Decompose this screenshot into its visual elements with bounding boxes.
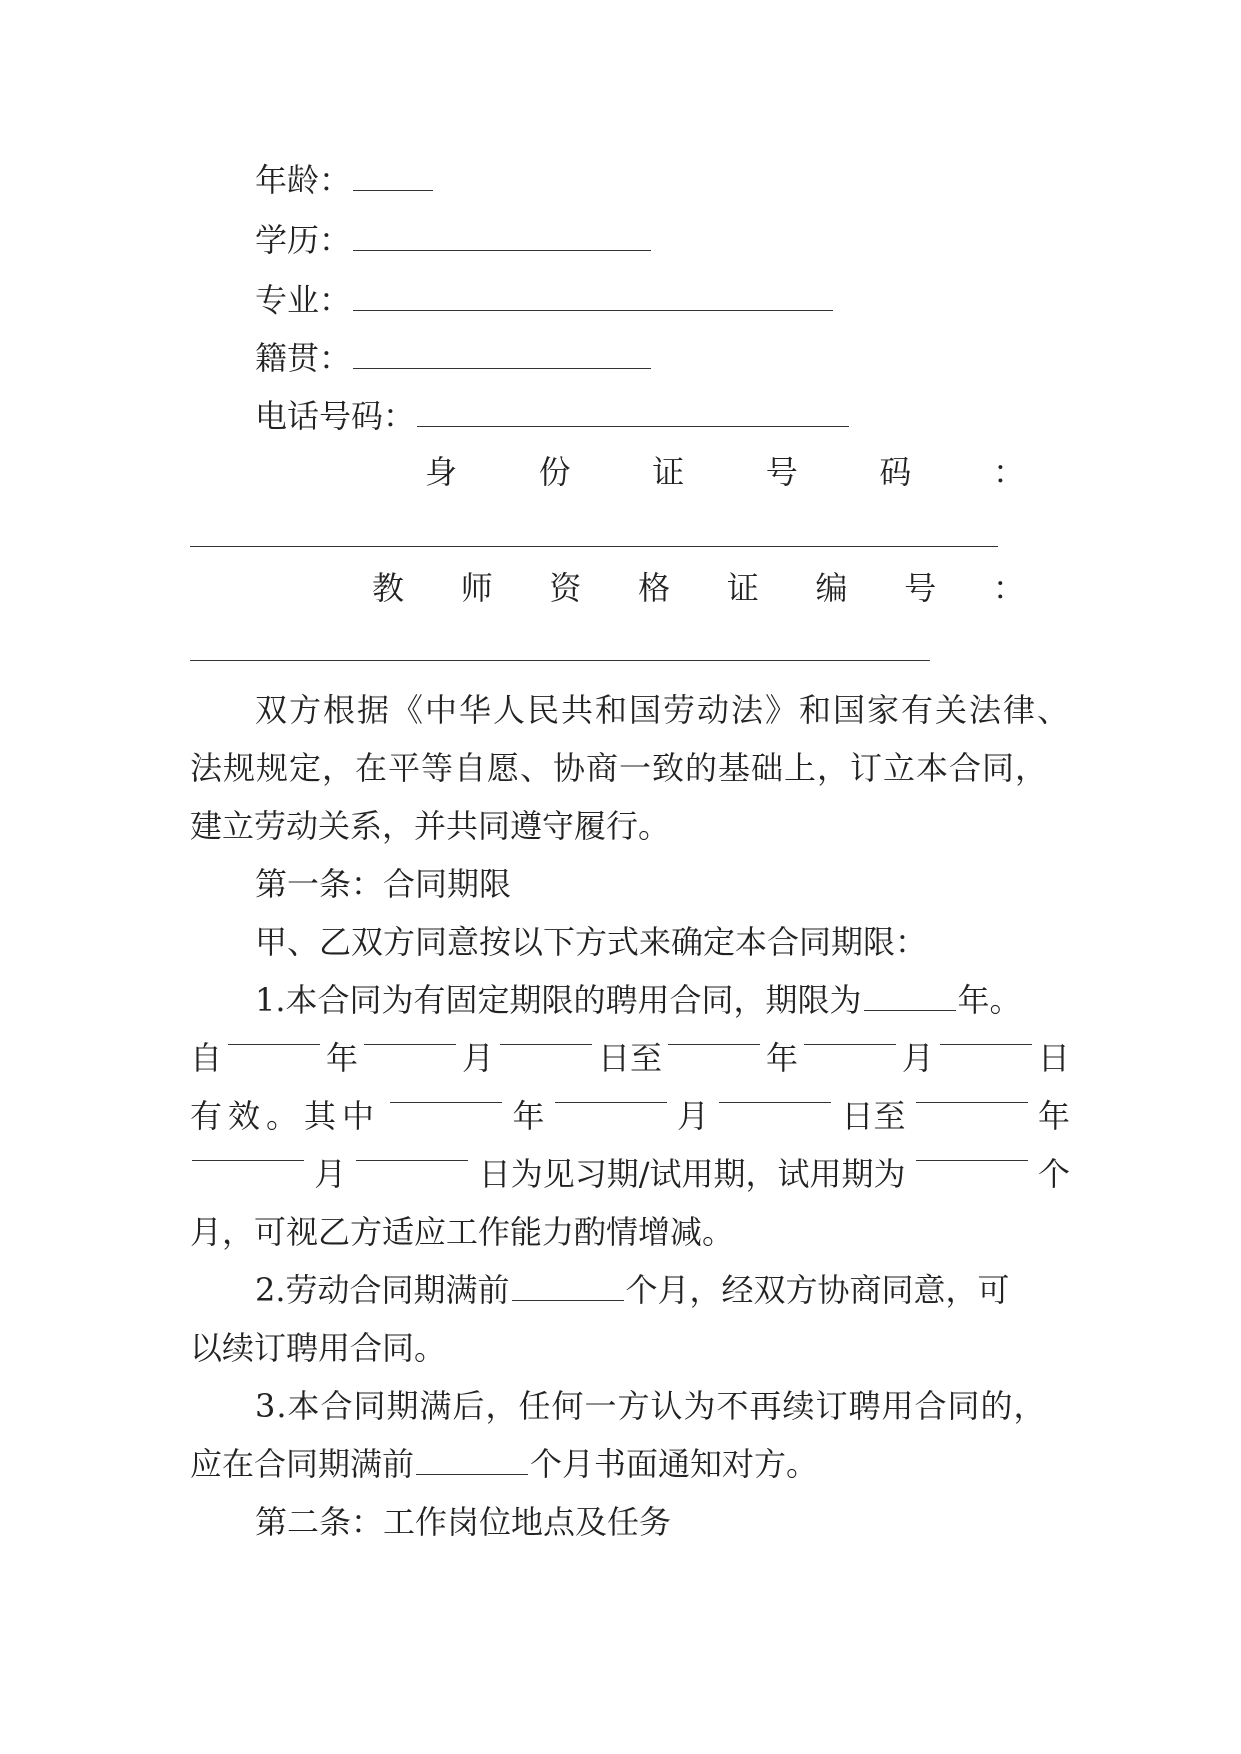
major-blank <box>353 304 833 311</box>
intro-line <box>190 748 1070 788</box>
major-field <box>255 280 835 320</box>
cert-char: 格 <box>638 569 671 607</box>
id-char: 身 <box>425 453 458 491</box>
phone-label: 电话号码： <box>255 397 416 435</box>
id-char: ： <box>992 453 1025 491</box>
native-place-blank <box>353 362 651 369</box>
item3-text: 个月书面通知对方。 <box>530 1445 819 1483</box>
article1-heading-text: 第一条：合同期限 <box>255 865 512 903</box>
item2-text: 个月，经双方协商同意，可 <box>625 1271 1010 1309</box>
probation-end-year-blank <box>916 1096 1028 1103</box>
start-month-blank <box>364 1038 456 1045</box>
age-field <box>255 160 435 200</box>
intro-line <box>190 806 670 846</box>
article1-item1-line5 <box>190 1212 734 1252</box>
item3-text: 3.本合同期满后，任何一方认为不再续订聘用合同的， <box>255 1387 1047 1425</box>
date-word: 年 <box>325 1039 358 1077</box>
article1-item2-line2 <box>190 1328 446 1368</box>
end-month-blank <box>804 1038 896 1045</box>
date-word: 日 <box>1037 1039 1070 1077</box>
native-place-field <box>255 338 653 378</box>
article1-item3-line2 <box>190 1444 818 1484</box>
article1-item1 <box>255 980 1022 1020</box>
probation-end-day-blank <box>356 1154 468 1161</box>
date-word: 月 <box>314 1155 347 1193</box>
probation-start-day-blank <box>719 1096 831 1103</box>
notice-months-blank <box>416 1468 528 1475</box>
intro-line <box>255 690 1070 730</box>
term-years-blank <box>864 1004 956 1011</box>
cert-char: 师 <box>460 569 493 607</box>
major-label: 专业： <box>255 281 352 319</box>
date-word: 年 <box>1037 1097 1070 1135</box>
article1-item1-line2 <box>190 1038 1070 1078</box>
item2-text: 以续订聘用合同。 <box>190 1329 447 1367</box>
article1-lead-text: 甲、乙双方同意按以下方式来确定本合同期限： <box>255 923 928 961</box>
id-char: 号 <box>765 453 798 491</box>
item1-text: 年。 <box>957 981 1022 1019</box>
item1-text: 月，可视乙方适应工作能力酌情增减。 <box>190 1213 735 1251</box>
renewal-months-blank <box>512 1294 624 1301</box>
date-word: 日至 <box>841 1097 906 1135</box>
article1-heading <box>255 864 511 904</box>
cert-char: 号 <box>904 569 937 607</box>
start-year-blank <box>228 1038 320 1045</box>
id-char: 证 <box>652 453 685 491</box>
id-char: 码 <box>879 453 912 491</box>
date-word: 自 <box>190 1039 223 1077</box>
probation-end-month-blank <box>192 1154 304 1161</box>
date-word: 年 <box>765 1039 798 1077</box>
cert-char: 证 <box>726 569 759 607</box>
article1-item1-line3 <box>190 1096 1070 1136</box>
article1-item1-line4 <box>190 1154 1070 1194</box>
date-word: 有效。其中 <box>190 1097 381 1135</box>
phone-field <box>255 396 851 436</box>
teacher-cert-label <box>372 568 1025 608</box>
date-word: 月 <box>676 1097 709 1135</box>
end-year-blank <box>668 1038 760 1045</box>
date-word: 月 <box>461 1039 494 1077</box>
article1-item2 <box>255 1270 1010 1310</box>
article1-item3 <box>255 1386 1070 1426</box>
cert-char: 教 <box>372 569 405 607</box>
item3-text: 应在合同期满前 <box>190 1445 415 1483</box>
age-label: 年龄： <box>255 161 352 199</box>
article2-heading-text: 第二条：工作岗位地点及任务 <box>255 1503 672 1541</box>
probation-months-blank <box>916 1154 1028 1161</box>
intro-text: 建立劳动关系，并共同遵守履行。 <box>190 807 671 845</box>
item1-text: 1.本合同为有固定期限的聘用合同，期限为 <box>255 981 862 1019</box>
cert-char: ： <box>992 569 1025 607</box>
date-word: 日为见习期/试用期，试用期为 <box>478 1155 906 1193</box>
id-number-label <box>425 452 1025 492</box>
education-field <box>255 220 653 260</box>
article1-lead <box>255 922 927 962</box>
date-word: 个 <box>1037 1155 1070 1193</box>
date-word: 日至 <box>597 1039 662 1077</box>
education-blank <box>353 244 651 251</box>
age-blank <box>353 184 433 191</box>
date-word: 月 <box>901 1039 934 1077</box>
intro-text: 双方根据《中华人民共和国劳动法》和国家有关法律、 <box>255 691 1072 729</box>
item2-text: 2.劳动合同期满前 <box>255 1271 510 1309</box>
cert-char: 资 <box>549 569 582 607</box>
intro-text: 法规规定，在平等自愿、协商一致的基础上，订立本合同， <box>190 749 1049 787</box>
phone-blank <box>417 420 849 427</box>
teacher-cert-blank <box>190 660 930 661</box>
probation-start-year-blank <box>390 1096 502 1103</box>
start-day-blank <box>500 1038 592 1045</box>
end-day-blank <box>940 1038 1032 1045</box>
id-char: 份 <box>538 453 571 491</box>
probation-start-month-blank <box>555 1096 667 1103</box>
id-number-blank <box>190 546 998 547</box>
native-place-label: 籍贯： <box>255 339 352 377</box>
education-label: 学历： <box>255 221 352 259</box>
cert-char: 编 <box>815 569 848 607</box>
article2-heading <box>255 1502 671 1542</box>
date-word: 年 <box>512 1097 545 1135</box>
